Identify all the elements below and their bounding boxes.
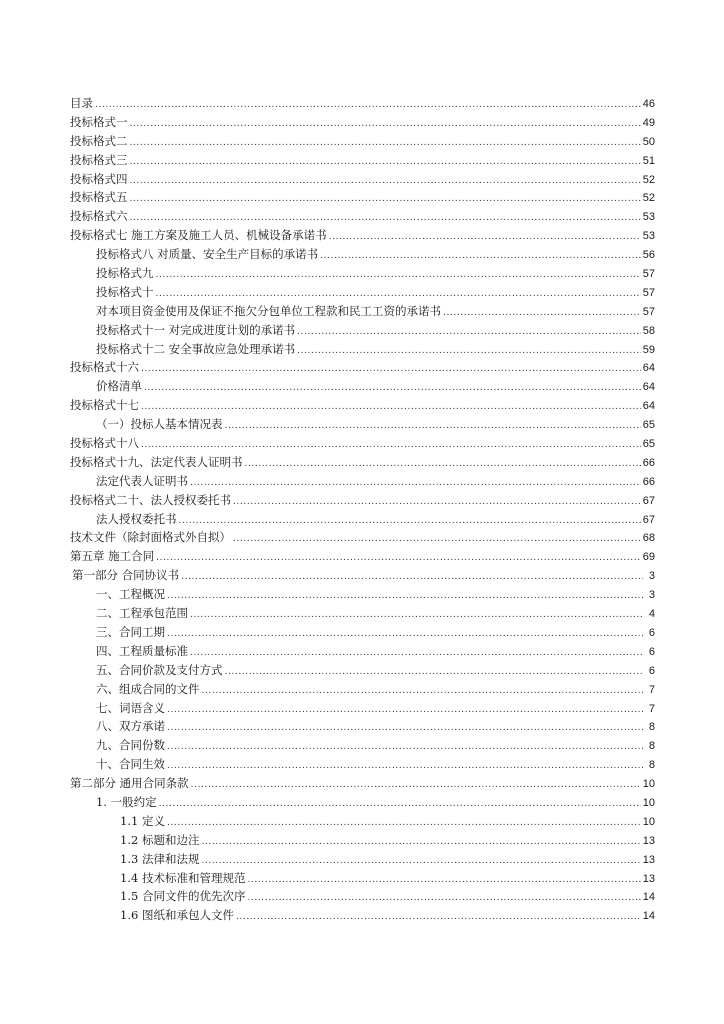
toc-entry-page-number: 56 [642,249,655,262]
toc-entry[interactable] [0,321,724,340]
toc-entry-page-number: 6 [648,645,655,658]
toc-entry-title: 九、合同份数 [96,738,165,753]
toc-entry-title: 1. 一般约定 [96,794,157,809]
toc-entry-title: 技术文件（除封面格式外自拟） [70,530,231,545]
toc-entry-page-number: 53 [642,211,655,224]
toc-entry-title: 投标格式十二 安全事故应急处理承诺书 [96,341,296,356]
toc-entry[interactable] [0,94,724,113]
toc-entry-title: 投标格式十八 [70,436,139,451]
toc-entry[interactable] [0,887,724,906]
toc-entry[interactable] [0,869,724,888]
toc-entry[interactable] [0,585,724,604]
toc-entry[interactable] [0,604,724,623]
toc-entry[interactable] [0,245,724,264]
toc-entry-page-number: 58 [642,324,655,337]
toc-entry-title: 投标格式一 [70,114,128,129]
toc-entry[interactable] [0,793,724,812]
toc-entry-page-number: 64 [642,400,655,413]
toc-entry-title: 1.1 定义 [120,813,165,828]
toc-entry[interactable] [0,906,724,925]
toc-entry-title: 投标格式十 [96,284,154,299]
toc-entry-title: 法定代表人证明书 [96,473,188,488]
toc-entry[interactable] [0,113,724,132]
toc-entry[interactable] [0,528,724,547]
toc-entry-page-number: 8 [648,740,655,753]
toc-entry-page-number: 67 [642,513,655,526]
toc-entry-title: 五、合同价款及支付方式 [96,662,223,677]
toc-entry[interactable] [0,283,724,302]
toc-entry-title: 投标格式十六 [70,360,139,375]
toc-entry-title: 四、工程质量标准 [96,643,188,658]
toc-entry[interactable] [0,151,724,170]
toc-entry-page-number: 52 [642,173,655,186]
toc-entry[interactable] [0,491,724,510]
dot-leader [236,908,641,927]
toc-entry-title: 投标格式三 [70,152,128,167]
toc-entry[interactable] [0,774,724,793]
toc-entry[interactable] [0,755,724,774]
toc-entry[interactable] [0,377,724,396]
toc-entry[interactable] [0,170,724,189]
toc-entry-page-number: 64 [642,381,655,394]
toc-entry-page-number: 3 [648,570,655,583]
toc-entry-page-number: 8 [648,759,655,772]
toc-entry-title: 六、组成合同的文件 [96,681,200,696]
toc-entry[interactable] [0,547,724,566]
toc-entry-title: 目录 [70,96,93,110]
toc-entry-page-number: 7 [648,702,655,715]
toc-entry-title: 1.5 合同文件的优先次序 [120,889,246,904]
toc-entry[interactable] [0,736,724,755]
toc-entry-title: 1.4 技术标准和管理规范 [120,870,246,885]
toc-entry[interactable] [0,717,724,736]
toc-entry-title: 第二部分 通用合同条款 [70,776,189,791]
toc-entry-page-number: 51 [642,154,655,167]
toc-entry-page-number: 69 [642,551,655,564]
toc-entry-page-number: 14 [642,891,655,904]
toc-entry-page-number: 57 [642,268,655,281]
toc-entry-title: 七、词语含义 [96,700,165,715]
toc-entry-title: 八、双方承诺 [96,719,165,734]
toc-entry-page-number: 49 [642,116,655,129]
toc-entry-page-number: 53 [642,230,655,243]
toc-entry-page-number: 65 [642,438,655,451]
toc-entry[interactable] [0,340,724,359]
toc-entry[interactable] [0,699,724,718]
toc-entry-page-number: 52 [642,192,655,205]
toc-entry[interactable] [0,358,724,377]
toc-entry-title: 投标格式十九、法定代表人证明书 [70,454,243,469]
toc-entry[interactable] [0,510,724,529]
toc-entry-title: 投标格式十七 [70,398,139,413]
toc-entry-title: 投标格式二十、法人授权委托书 [70,492,231,507]
toc-entry-title: 投标格式二 [70,133,128,148]
toc-entry-page-number: 4 [648,608,655,621]
toc-entry-title: 投标格式九 [96,266,154,281]
toc-entry-title: 1.6 图纸和承包人文件 [120,908,234,923]
toc-entry-title: 投标格式十一 对完成进度计划的承诺书 [96,322,296,337]
toc-entry-title: 第一部分 合同协议书 [72,568,180,583]
toc-entry[interactable] [0,453,724,472]
toc-entry[interactable] [0,812,724,831]
toc-entry-page-number: 6 [648,664,655,677]
toc-entry-page-number: 14 [642,910,655,923]
toc-entry[interactable] [0,434,724,453]
toc-entry[interactable] [0,226,724,245]
toc-entry[interactable] [0,642,724,661]
toc-entry-page-number: 67 [642,494,655,507]
toc-entry-title: 投标格式五 [70,190,128,205]
toc-entry-page-number: 6 [648,626,655,639]
toc-entry-title: 第五章 施工合同 [70,549,155,564]
toc-entry-title: 三、合同工期 [96,624,165,639]
toc-entry-title: 投标格式七 施工方案及施工人员、机械设备承诺书 [70,228,327,243]
toc-entry-page-number: 10 [642,815,655,828]
toc-entry[interactable] [0,207,724,226]
toc-entry-page-number: 13 [642,853,655,866]
toc-entry[interactable] [0,831,724,850]
toc-entry[interactable] [0,302,724,321]
toc-entry-page-number: 10 [642,778,655,791]
toc-entry-page-number: 50 [642,135,655,148]
toc-entry-title: 1.3 法律和法规 [120,851,200,866]
toc-entry-title: 投标格式四 [70,171,128,186]
toc-entry-page-number: 57 [642,305,655,318]
toc-entry-title: 1.2 标题和边注 [120,832,200,847]
toc-entry-title: 二、工程承包范围 [96,606,188,621]
toc-entry-title: 法人授权委托书 [96,511,177,526]
toc-entry[interactable] [0,680,724,699]
toc-entry[interactable] [0,472,724,491]
toc-entry-page-number: 66 [642,456,655,469]
toc-entry-page-number: 46 [642,98,655,110]
toc-entry-page-number: 59 [642,343,655,356]
toc-entry-page-number: 10 [642,796,655,809]
toc-entry-page-number: 65 [642,419,655,432]
toc-entry-title: 一、工程概况 [96,587,165,602]
toc-entry[interactable] [0,132,724,151]
toc-entry[interactable] [0,188,724,207]
toc-entry-page-number: 7 [648,683,655,696]
toc-entry-title: 对本项目资金使用及保证不拖欠分包单位工程款和民工工资的承诺书 [96,303,441,318]
toc-entry[interactable] [0,623,724,642]
toc-entry-page-number: 13 [642,872,655,885]
table-of-contents [0,94,724,925]
toc-entry-page-number: 64 [642,362,655,375]
toc-entry-page-number: 8 [648,721,655,734]
toc-entry[interactable] [0,396,724,415]
toc-entry-page-number: 13 [642,834,655,847]
toc-entry-title: 价格清单 [96,379,142,394]
toc-entry-title: 十、合同生效 [96,757,165,772]
toc-entry-page-number: 3 [648,589,655,602]
toc-entry[interactable] [0,264,724,283]
toc-entry-page-number: 66 [642,475,655,488]
toc-entry[interactable] [0,566,724,585]
toc-entry-title: 投标格式八 对质量、安全生产目标的承诺书 [96,247,319,262]
toc-entry-page-number: 68 [642,532,655,545]
toc-entry[interactable] [0,850,724,869]
toc-entry[interactable] [0,415,724,434]
toc-entry-title: （一）投标人基本情况表 [96,417,223,432]
toc-entry[interactable] [0,661,724,680]
toc-entry-title: 投标格式六 [70,209,128,224]
toc-entry-page-number: 57 [642,286,655,299]
